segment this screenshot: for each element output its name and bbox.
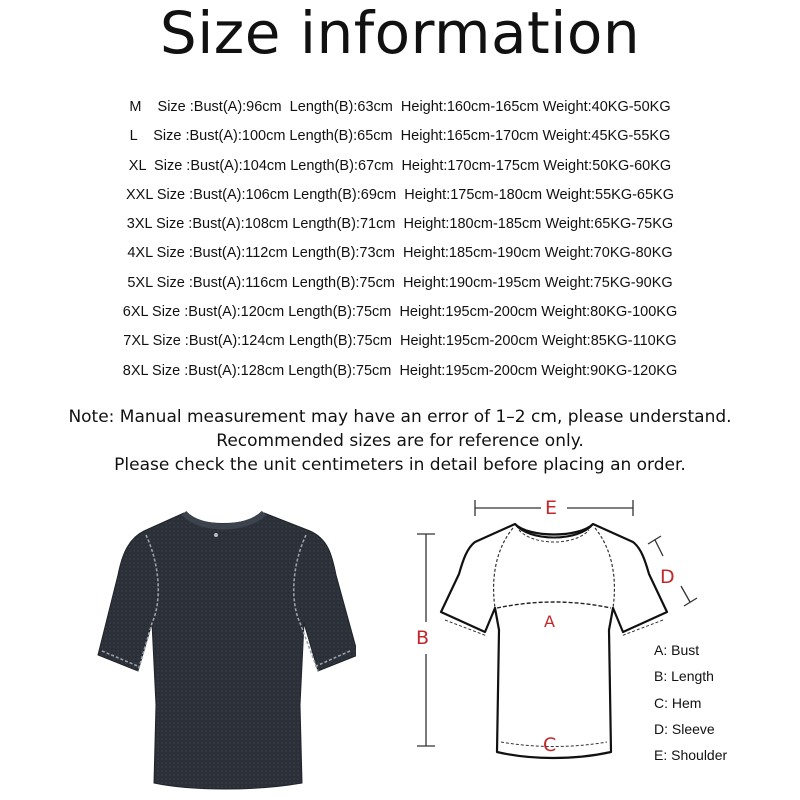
notes (0, 405, 800, 477)
label-c: C (543, 734, 557, 756)
note-line-3: Please check the unit centimeters in detail before placing an order. (114, 455, 686, 475)
page-title: Size information (159, 0, 641, 67)
size-row-3xl: 3XL Size :Bust(A):108cm Length(B):71cm Height:180cm-185cm Weight:65KG-75KG (126, 216, 674, 233)
size-row-8xl: 8XL Size :Bust(A):128cm Length(B):75cm Height:195cm-200cm Weight:90KG-120KG (122, 362, 678, 379)
legend-shoulder: E: Shoulder (654, 747, 728, 764)
tshirt-outline (441, 524, 667, 758)
legend-hem: C: Hem (654, 694, 702, 711)
size-row-5xl: 5XL Size :Bust(A):116cm Length(B):75cm Height:190cm-195cm Weight:75KG-90KG (127, 274, 673, 291)
tshirt-photo (96, 505, 356, 790)
measurement-legend (654, 637, 794, 768)
size-row-l: L Size :Bust(A):100cm Length(B):65cm Height:165cm-170cm Weight:45KG-55KG (129, 128, 671, 145)
legend-sleeve: D: Sleeve (654, 720, 715, 737)
tshirt-logo (214, 533, 218, 537)
legend-bust: A: Bust (654, 642, 700, 658)
size-row-7xl: 7XL Size :Bust(A):124cm Length(B):75cm Height:195cm-200cm Weight:85KG-110KG (123, 333, 677, 350)
label-e: E (545, 497, 558, 519)
label-b: B (416, 627, 430, 649)
label-a: A (544, 612, 555, 631)
note-line-1: Note: Manual measurement may have an error of 1–2 cm, please understand. (68, 407, 732, 427)
legend-length: B: Length (654, 668, 714, 685)
size-row-xxl: XXL Size :Bust(A):106cm Length(B):69cm Height:175cm-180cm Weight:55KG-65KG (125, 186, 675, 203)
size-row-6xl: 6XL Size :Bust(A):120cm Length(B):75cm Height:195cm-200cm Weight:80KG-100KG (122, 304, 678, 321)
label-d: D (660, 566, 675, 588)
tshirt-body (98, 513, 356, 789)
size-table (0, 93, 800, 386)
size-row-m: M Size :Bust(A):96cm Length(B):63cm Height:160cm-165cm Weight:40KG-50KG (129, 99, 671, 115)
note-line-2: Recommended sizes are for reference only. (216, 431, 584, 451)
size-row-xl: XL Size :Bust(A):104cm Length(B):67cm Height:170cm-175cm Weight:50KG-60KG (128, 157, 672, 174)
size-row-4xl: 4XL Size :Bust(A):112cm Length(B):73cm Height:185cm-190cm Weight:70KG-80KG (127, 245, 673, 262)
